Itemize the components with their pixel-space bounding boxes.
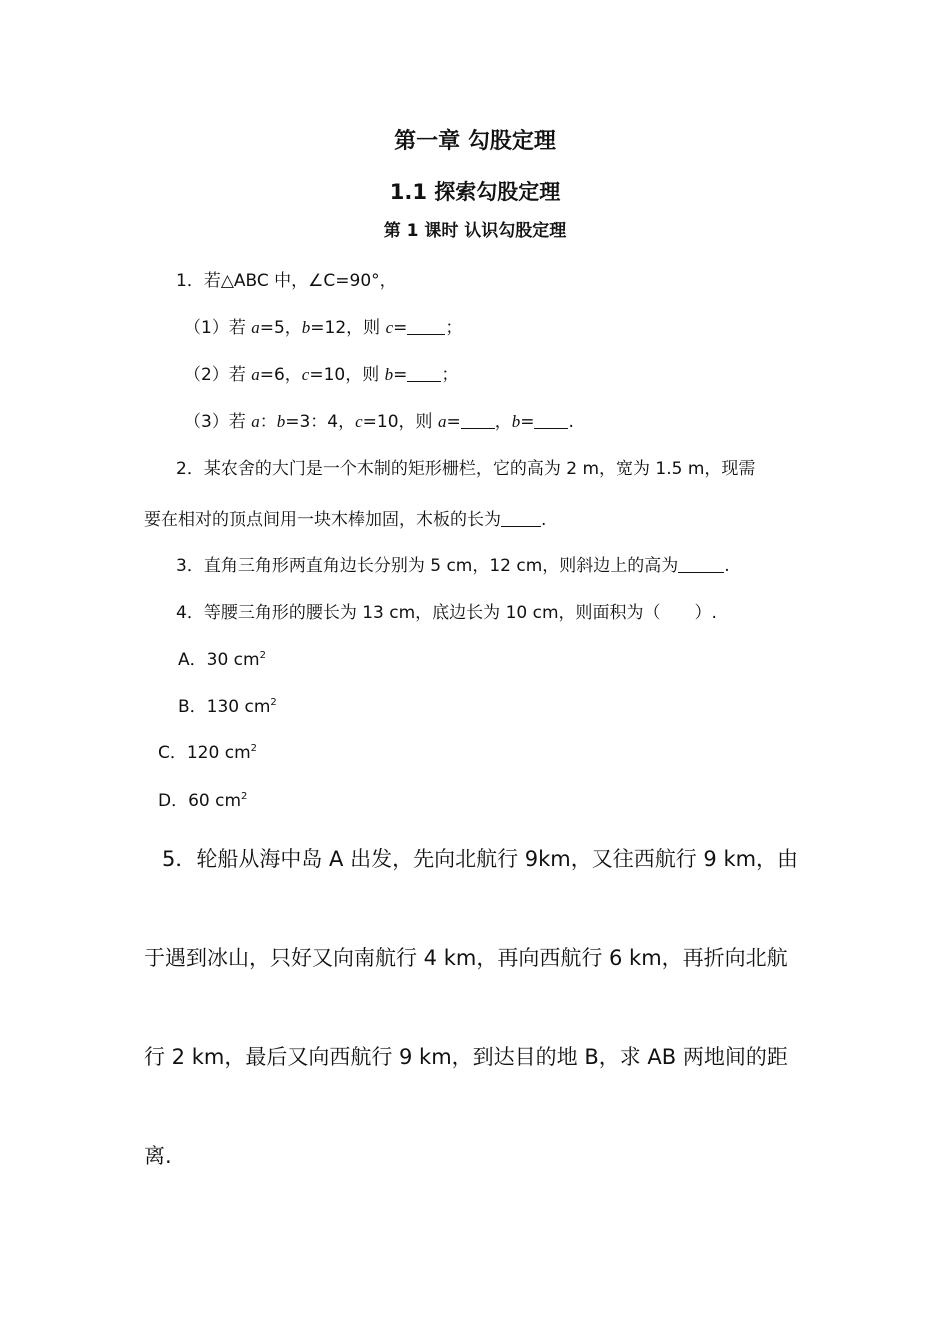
q4-stem: 4．等腰三角形的腰长为 13 cm，底边长为 10 cm，则面积为（ ）. (176, 603, 717, 623)
q2-line1: 2．某农舍的大门是一个木制的矩形栅栏，它的高为 2 m，宽为 1.5 m，现需 (176, 459, 756, 479)
chapter-title: 第一章 勾股定理 (394, 129, 556, 154)
q1-part3-prefix: （3）若 (184, 412, 252, 432)
q1-part2 (184, 360, 458, 385)
q4-option-b[interactable] (178, 692, 277, 717)
answer-blank[interactable] (461, 412, 495, 429)
var-a: a (251, 365, 260, 384)
var-c: c (355, 412, 363, 431)
option-label: B．130 cm (178, 697, 271, 717)
section-title: 1.1 探索勾股定理 (389, 180, 561, 204)
q5-line1: 5．轮船从海中岛 A 出发，先向北航行 9km，又往西航行 9 km，由 (162, 847, 799, 871)
q1-part1-end: ； (445, 318, 463, 338)
option-unit-sup: 2 (250, 743, 258, 754)
var-a: a (437, 412, 447, 431)
answer-blank[interactable] (501, 510, 541, 527)
q1-part2-a-eq: =6， (259, 365, 302, 385)
q1-part3-sep: ， (494, 412, 512, 432)
q1-part3-b-eq: = (520, 412, 535, 432)
var-b: b (276, 412, 286, 431)
var-b: b (301, 318, 311, 337)
q1-part2-prefix: （2）若 (184, 365, 252, 385)
q1-part1-prefix: （1）若 (184, 318, 252, 338)
var-c: c (301, 365, 310, 384)
q4-option-c[interactable] (158, 738, 257, 763)
q5-line4: 离. (144, 1144, 172, 1168)
q1-part1-a-eq: =5， (259, 318, 302, 338)
q1-part3-end: . (568, 412, 574, 432)
q1-part1 (184, 313, 462, 338)
q3-end: . (724, 556, 730, 576)
var-a: a (251, 412, 260, 431)
q1-part3-ratio: ： (259, 412, 277, 432)
option-label: C．120 cm (158, 743, 251, 763)
option-unit-sup: 2 (241, 791, 248, 802)
q1-part2-b-eq: = (393, 365, 408, 385)
lesson-title: 第 1 课时 认识勾股定理 (383, 221, 567, 241)
q2-line2-text: 要在相对的顶点间用一块木棒加固，木板的长为 (144, 510, 501, 530)
q1-stem: 1．若△ABC 中，∠C=90°， (176, 271, 397, 291)
q1-part3-c-eq: =10，则 (362, 412, 438, 432)
q1-part1-b-eq: =12，则 (310, 318, 386, 338)
q1-part2-end: ； (441, 365, 459, 385)
option-label: D．60 cm (158, 791, 242, 811)
q5-line3: 行 2 km，最后又向西航行 9 km，到达目的地 B，求 AB 两地间的距 (144, 1045, 788, 1069)
q1-part1-c-eq: = (393, 318, 408, 338)
answer-blank[interactable] (678, 556, 724, 573)
option-label: A．30 cm (178, 650, 260, 670)
answer-blank[interactable] (407, 365, 441, 382)
q2-line2 (144, 505, 546, 530)
var-b: b (511, 412, 521, 431)
answer-blank[interactable] (407, 318, 445, 335)
q1-part2-c-eq: =10，则 (309, 365, 385, 385)
q2-end: . (541, 510, 547, 530)
option-unit-sup: 2 (270, 697, 277, 708)
var-b: b (384, 365, 394, 384)
answer-blank[interactable] (534, 412, 568, 429)
q4-option-d[interactable] (158, 786, 247, 811)
q3-text: 3．直角三角形两直角边长分别为 5 cm，12 cm，则斜边上的高为 (176, 556, 679, 576)
q5-line2: 于遇到冰山，只好又向南航行 4 km，再向西航行 6 km，再折向北航 (144, 946, 788, 970)
q4-option-a[interactable] (178, 645, 266, 670)
q3 (176, 551, 730, 576)
option-unit-sup: 2 (259, 650, 266, 661)
q1-part3-ratio-eq: =3：4， (285, 412, 356, 432)
var-a: a (251, 318, 260, 337)
var-c: c (385, 318, 394, 337)
q1-part3-a-eq: = (446, 412, 461, 432)
q1-part3 (184, 407, 574, 432)
